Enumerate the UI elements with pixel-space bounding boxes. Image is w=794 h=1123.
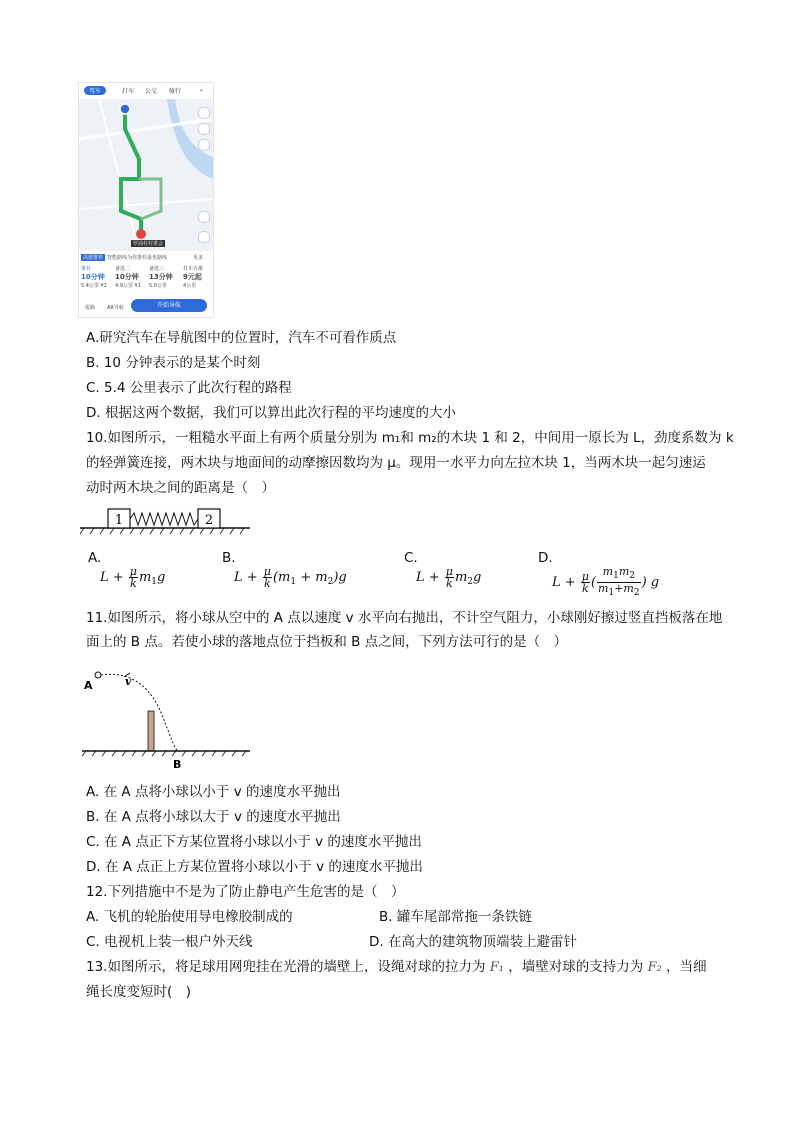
q11-option-c: C. 在 A 点正下方某位置将小球以小于 v 的速度水平抛出	[86, 834, 422, 850]
spring-shape	[130, 513, 198, 525]
q10-stem-line3: 动时两木块之间的距离是（ ）	[86, 480, 275, 496]
q13-stem-line1	[86, 957, 707, 978]
q13-f2-symbol: F₂	[647, 960, 662, 975]
q10-option-b-label: B.	[222, 550, 236, 566]
q10-option-c-label: C.	[404, 550, 418, 566]
q10-option-c-formula: L + $\frac{\mu}{k}$ $m_2g$	[416, 565, 482, 590]
point-a-label: A	[84, 679, 93, 692]
q12-option-b: B. 罐车尾部常拖一条铁链	[379, 909, 532, 925]
more-link: 更多	[193, 255, 204, 261]
q12-option-c: C. 电视机上装一根户外天线	[86, 934, 253, 950]
q10-stem-line2: 的轻弹簧连接，两木块与地面间的动摩擦因数均为 μ。现用一水平力向左拉木块 1，当两木块一起匀速运	[86, 455, 706, 471]
q10-stem-line1: 10.如图所示，一粗糙水平面上有两个质量分别为 m₁和 m₂的木块 1 和 2，中间用一原长为 L，劲度系数为 k	[86, 430, 734, 446]
q11-stem-line1: 11.如图所示，将小球从空中的 A 点以速度 v 水平向右抛出，不计空气阻力，小球刚好擦过竖直挡板落在地	[86, 610, 723, 626]
chevron-down-icon: ⌄	[199, 86, 205, 93]
q9-option-d: D. 根据这两个数据，我们可以算出此次行程的平均速度的大小	[86, 405, 456, 421]
q12-option-d: D. 在高大的建筑物顶端装上避雷针	[369, 934, 577, 950]
ball-icon	[95, 672, 101, 678]
destination-pin-icon	[136, 229, 146, 239]
q9-option-c: C. 5.4 公里表示了此次行程的路程	[86, 380, 292, 396]
q11-option-d: D. 在 A 点正上方某位置将小球以小于 v 的速度水平抛出	[86, 859, 423, 875]
map-area	[79, 99, 213, 251]
report-button-label: 报路	[85, 305, 96, 311]
q13-text-part3: ，当细	[666, 959, 707, 975]
start-point-icon	[120, 104, 130, 114]
search-icon	[198, 139, 210, 151]
q13-f1-symbol: F₁	[489, 960, 504, 975]
destination-label: 罗浦村村委会	[133, 241, 164, 247]
map-tab-bar	[79, 83, 213, 99]
route-option: 推荐 10分钟 5.4公里 ¥1	[81, 266, 107, 289]
map-tab-drive: 驾车	[84, 86, 106, 95]
velocity-label: v	[125, 675, 132, 688]
point-b-label: B	[173, 758, 182, 771]
gear-icon	[198, 123, 210, 135]
q12-stem: 12.下列措施中不是为了防止静电产生危害的是（ ）	[86, 884, 405, 900]
map-tab-bus: 公交	[145, 88, 158, 95]
block-1-label: 1	[114, 513, 124, 528]
baffle-board	[148, 711, 154, 751]
q13-text-part2: ，墙壁对球的支持力为	[508, 959, 644, 975]
start-navigation-button: 开始导航	[131, 299, 207, 312]
refresh-icon	[198, 211, 210, 223]
q10-option-d-label: D.	[538, 550, 553, 566]
navigation-map-screenshot	[78, 82, 214, 318]
q12-option-a: A. 飞机的轮胎使用导电橡胶制成的	[86, 909, 293, 925]
layers-icon	[198, 107, 210, 119]
route-option: 备选三 13分钟 5.0公里	[149, 266, 173, 289]
q10-option-a-label: A.	[88, 550, 102, 566]
q10-option-a-formula: L + $\frac{\mu}{k}$ $m_1g$	[100, 565, 166, 590]
q9-option-a: A.研究汽车在导航图中的位置时，汽车不可看作质点	[86, 330, 397, 346]
ar-nav-label: AR导航	[107, 305, 124, 311]
q11-stem-line2: 面上的 B 点。若使小球的落地点位于挡板和 B 点之间，下列方法可行的是（ ）	[86, 634, 568, 650]
q11-option-b: B. 在 A 点将小球以大于 v 的速度水平抛出	[86, 809, 341, 825]
tips-text: 智能路线为你推荐最优路线	[107, 255, 168, 261]
projectile-diagram	[80, 665, 255, 775]
q10-option-d-formula: L + $\frac{\mu}{k}$ ( $\frac{m_1m_2}{m_1+m_2}$ ) g	[552, 565, 660, 598]
q13-text-part1: 13.如图所示，将足球用网兜挂在光滑的墙壁上，设绳对球的拉力为	[86, 959, 486, 975]
locate-icon	[198, 231, 210, 243]
map-tab-taxi: 打车	[122, 88, 135, 95]
q10-option-b-formula: L + $\frac{\mu}{k}$ $(m_1 + m_2)g$	[234, 565, 347, 590]
tips-label: 高德推荐	[83, 255, 104, 261]
route-option: 打车方案 9元起 4公里	[183, 266, 204, 289]
spring-blocks-diagram	[80, 505, 252, 535]
q13-stem-line2: 绳长度变短时( )	[86, 984, 192, 1000]
trajectory-path	[101, 674, 178, 751]
map-tab-bike: 骑行	[169, 88, 182, 95]
q11-option-a: A. 在 A 点将小球以小于 v 的速度水平抛出	[86, 784, 341, 800]
q9-option-b: B. 10 分钟表示的是某个时刻	[86, 355, 261, 371]
block-2-label: 2	[204, 513, 214, 528]
route-option: 备选二 10分钟 4.9公里 ¥1	[115, 266, 141, 289]
